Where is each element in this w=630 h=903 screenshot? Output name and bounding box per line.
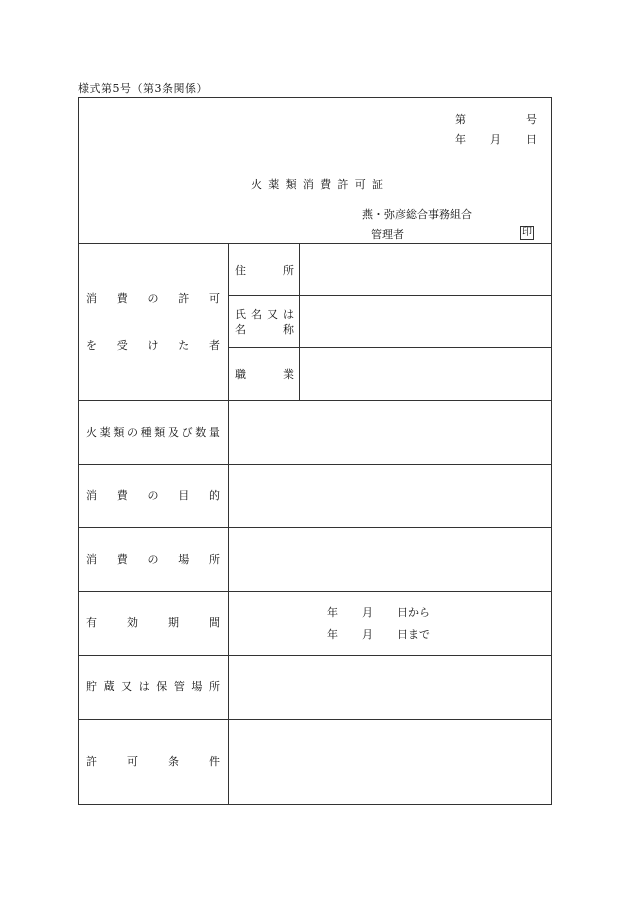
label-char: 許 xyxy=(178,292,190,305)
label-char: 職 xyxy=(235,368,246,381)
rule-header-bottom xyxy=(78,243,552,244)
address-label xyxy=(235,265,294,276)
label-char: の xyxy=(147,489,159,502)
label-char: び xyxy=(181,426,193,439)
label-char: 期 xyxy=(168,616,179,629)
title-char: 消 xyxy=(302,178,314,191)
label-char: 可 xyxy=(127,755,138,768)
label-char: 消 xyxy=(86,553,97,566)
rule-name-bottom xyxy=(228,347,552,348)
label-char: 効 xyxy=(127,616,138,629)
title-char: 許 xyxy=(337,178,349,191)
validity-to-year: 年 xyxy=(327,628,338,641)
label-char: 費 xyxy=(116,553,128,566)
validity-label xyxy=(86,617,220,628)
label-char: は xyxy=(283,308,294,321)
number-prefix: 第 xyxy=(455,113,466,126)
date-day: 日 xyxy=(526,133,537,146)
label-char: は xyxy=(138,680,150,693)
label-char: 消 xyxy=(86,489,97,502)
rule-sublabel-column xyxy=(299,243,300,400)
label-char: 貯 xyxy=(86,680,97,693)
label-char: 件 xyxy=(209,755,220,768)
label-char: 保 xyxy=(156,680,168,693)
label-char: 類 xyxy=(154,426,166,439)
validity-from-year: 年 xyxy=(327,606,338,619)
label-char: 称 xyxy=(283,323,294,336)
label-char: 又 xyxy=(121,680,133,693)
label-char: 種 xyxy=(140,426,152,439)
seal-mark: 印 xyxy=(522,227,532,238)
rule-address-bottom xyxy=(228,295,552,296)
label-char: 場 xyxy=(191,680,203,693)
label-char: の xyxy=(147,292,159,305)
label-char: 費 xyxy=(116,292,128,305)
label-char: 蔵 xyxy=(103,680,115,693)
label-char: 住 xyxy=(235,264,246,277)
title-char: 類 xyxy=(285,178,297,191)
label-char: 所 xyxy=(209,553,220,566)
date-month: 月 xyxy=(490,133,501,146)
title-char: 証 xyxy=(371,178,383,191)
label-char: 火 xyxy=(86,426,97,439)
label-char: 間 xyxy=(209,616,220,629)
permittee-label-line1 xyxy=(86,293,220,304)
label-char: 可 xyxy=(209,292,220,305)
label-char: 的 xyxy=(209,489,220,502)
title-char: 費 xyxy=(320,178,332,191)
label-char: 名 xyxy=(235,323,246,336)
validity-to-month: 月 xyxy=(362,628,373,641)
title-char: 薬 xyxy=(268,178,280,191)
validity-from-month: 月 xyxy=(362,606,373,619)
label-char: を xyxy=(86,339,97,352)
label-char: 管 xyxy=(173,680,185,693)
rule-label-column xyxy=(228,243,229,805)
label-char: 費 xyxy=(116,489,128,502)
label-char: 目 xyxy=(178,489,190,502)
occupation-label xyxy=(235,369,294,380)
rule-kind-bottom xyxy=(78,464,552,465)
label-char: 数 xyxy=(195,426,207,439)
label-char: 業 xyxy=(283,368,294,381)
title-char: 火 xyxy=(251,178,262,191)
validity-from-day: 日から xyxy=(397,606,430,619)
purpose-label xyxy=(86,490,220,501)
form-frame xyxy=(78,97,552,805)
label-char: 許 xyxy=(86,755,97,768)
rule-storage-bottom xyxy=(78,719,552,720)
rule-permittee-bottom xyxy=(78,400,552,401)
label-char: 量 xyxy=(208,426,220,439)
label-char: 有 xyxy=(86,616,97,629)
label-char: 場 xyxy=(178,553,190,566)
form-code: 様式第5号（第3条関係） xyxy=(78,82,208,95)
place-label xyxy=(86,554,220,565)
validity-to-day: 日まで xyxy=(397,628,430,641)
label-char: 及 xyxy=(167,426,179,439)
issuer-manager: 管理者 xyxy=(371,228,404,241)
label-char: け xyxy=(147,339,159,352)
issuer-organization: 燕・弥彦総合事務組合 xyxy=(362,208,472,221)
storage-label xyxy=(86,681,220,692)
number-suffix: 号 xyxy=(526,113,537,126)
label-char: 条 xyxy=(168,755,179,768)
label-char: た xyxy=(178,339,190,352)
label-char: の xyxy=(147,553,159,566)
name-label-line1 xyxy=(235,309,294,320)
document-title xyxy=(251,179,383,190)
permittee-label-line2 xyxy=(86,340,220,351)
label-char: 氏 xyxy=(235,308,246,321)
label-char: 名 xyxy=(251,308,262,321)
label-char: 又 xyxy=(267,308,278,321)
label-char: 者 xyxy=(209,339,220,352)
date-year: 年 xyxy=(455,133,466,146)
kind-quantity-label xyxy=(86,427,220,438)
title-char: 可 xyxy=(354,178,366,191)
label-char: 薬 xyxy=(99,426,111,439)
conditions-label xyxy=(86,756,220,767)
label-char: 受 xyxy=(116,339,128,352)
label-char: 所 xyxy=(208,680,220,693)
rule-purpose-bottom xyxy=(78,527,552,528)
label-char: 消 xyxy=(86,292,97,305)
rule-validity-bottom xyxy=(78,655,552,656)
rule-place-bottom xyxy=(78,591,552,592)
label-char: 類 xyxy=(113,426,125,439)
label-char: の xyxy=(126,426,138,439)
name-label-line2 xyxy=(235,324,294,335)
label-char: 所 xyxy=(283,264,294,277)
